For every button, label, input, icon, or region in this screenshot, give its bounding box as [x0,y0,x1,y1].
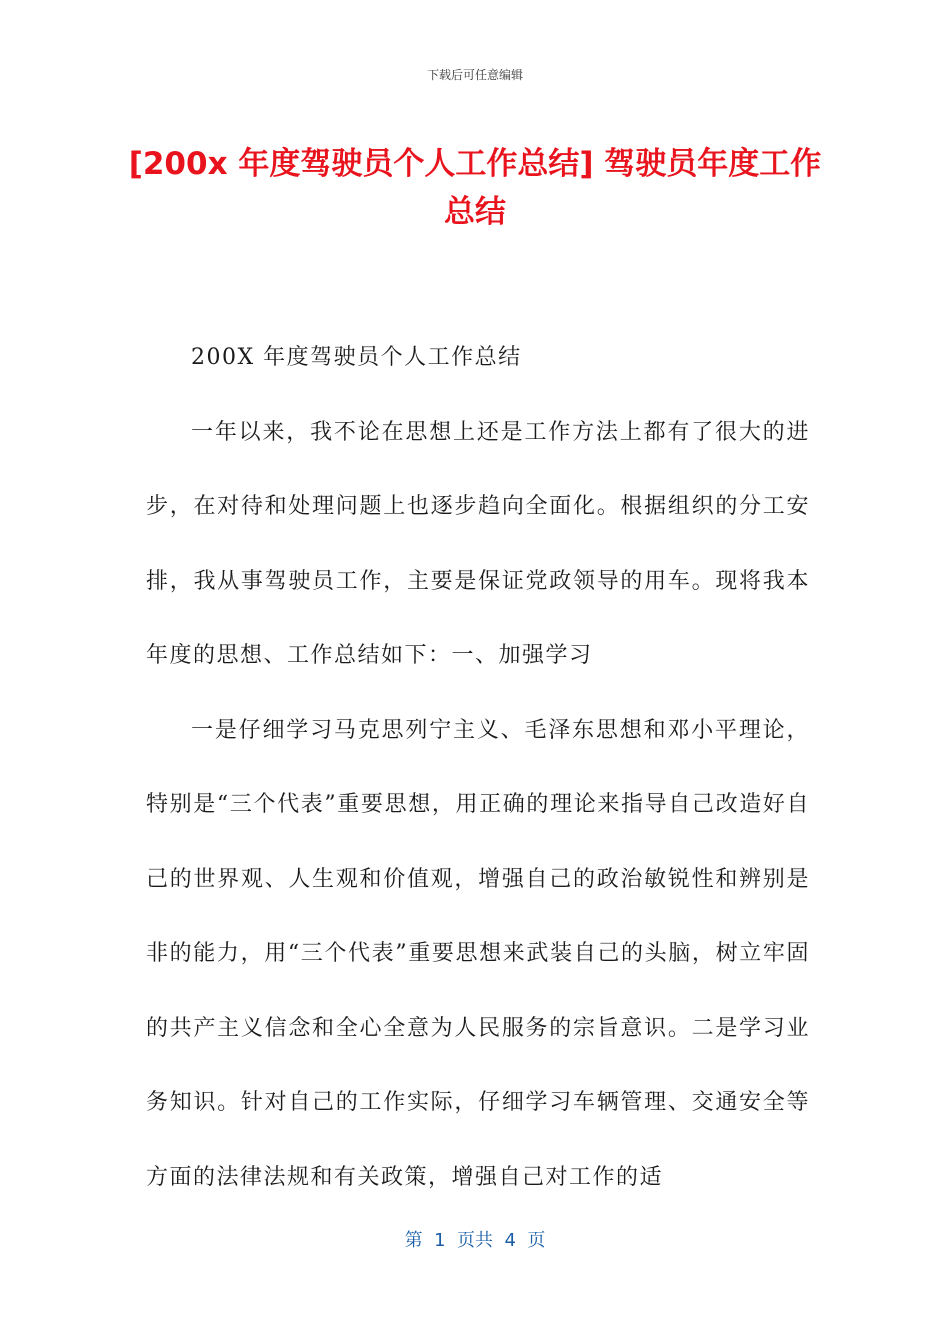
header-note: 下载后可任意编辑 [426,68,523,82]
paragraph-intro: 一年以来，我不论在思想上还是工作方法上都有了很大的进步，在对待和处理问题上也逐步趋向全面化。根据组织的分工安排，我从事驾驶员工作，主要是保证党政领导的用车。现将我本年度的思想、工作总结如下：一、加强学习 [146,419,810,668]
paragraph-subtitle: 200X 年度驾驶员个人工作总结 [191,345,522,370]
document-title: [200x 年度驾驶员个人工作总结] 驾驶员年度工作总结 [128,146,822,230]
document-body [146,321,810,1215]
page-number-footer: 第 1 页共 4 页 [404,1230,546,1251]
paragraph-study: 一是仔细学习马克思列宁主义、毛泽东思想和邓小平理论，特别是“三个代表”重要思想，用正确的理论来指导自己改造好自己的世界观、人生观和价值观，增强自己的政治敏锐性和辨别是非的能力，用“三个代表”重要思想来武装自己的头脑，树立牢固的共产主义信念和全心全意为人民服务的宗旨意识。二是学习业务知识。针对自己的工作实际，仔细学习车辆管理、交通安全等方面的法律法规和有关政策，增强自己对工作的适 [146,717,810,1190]
